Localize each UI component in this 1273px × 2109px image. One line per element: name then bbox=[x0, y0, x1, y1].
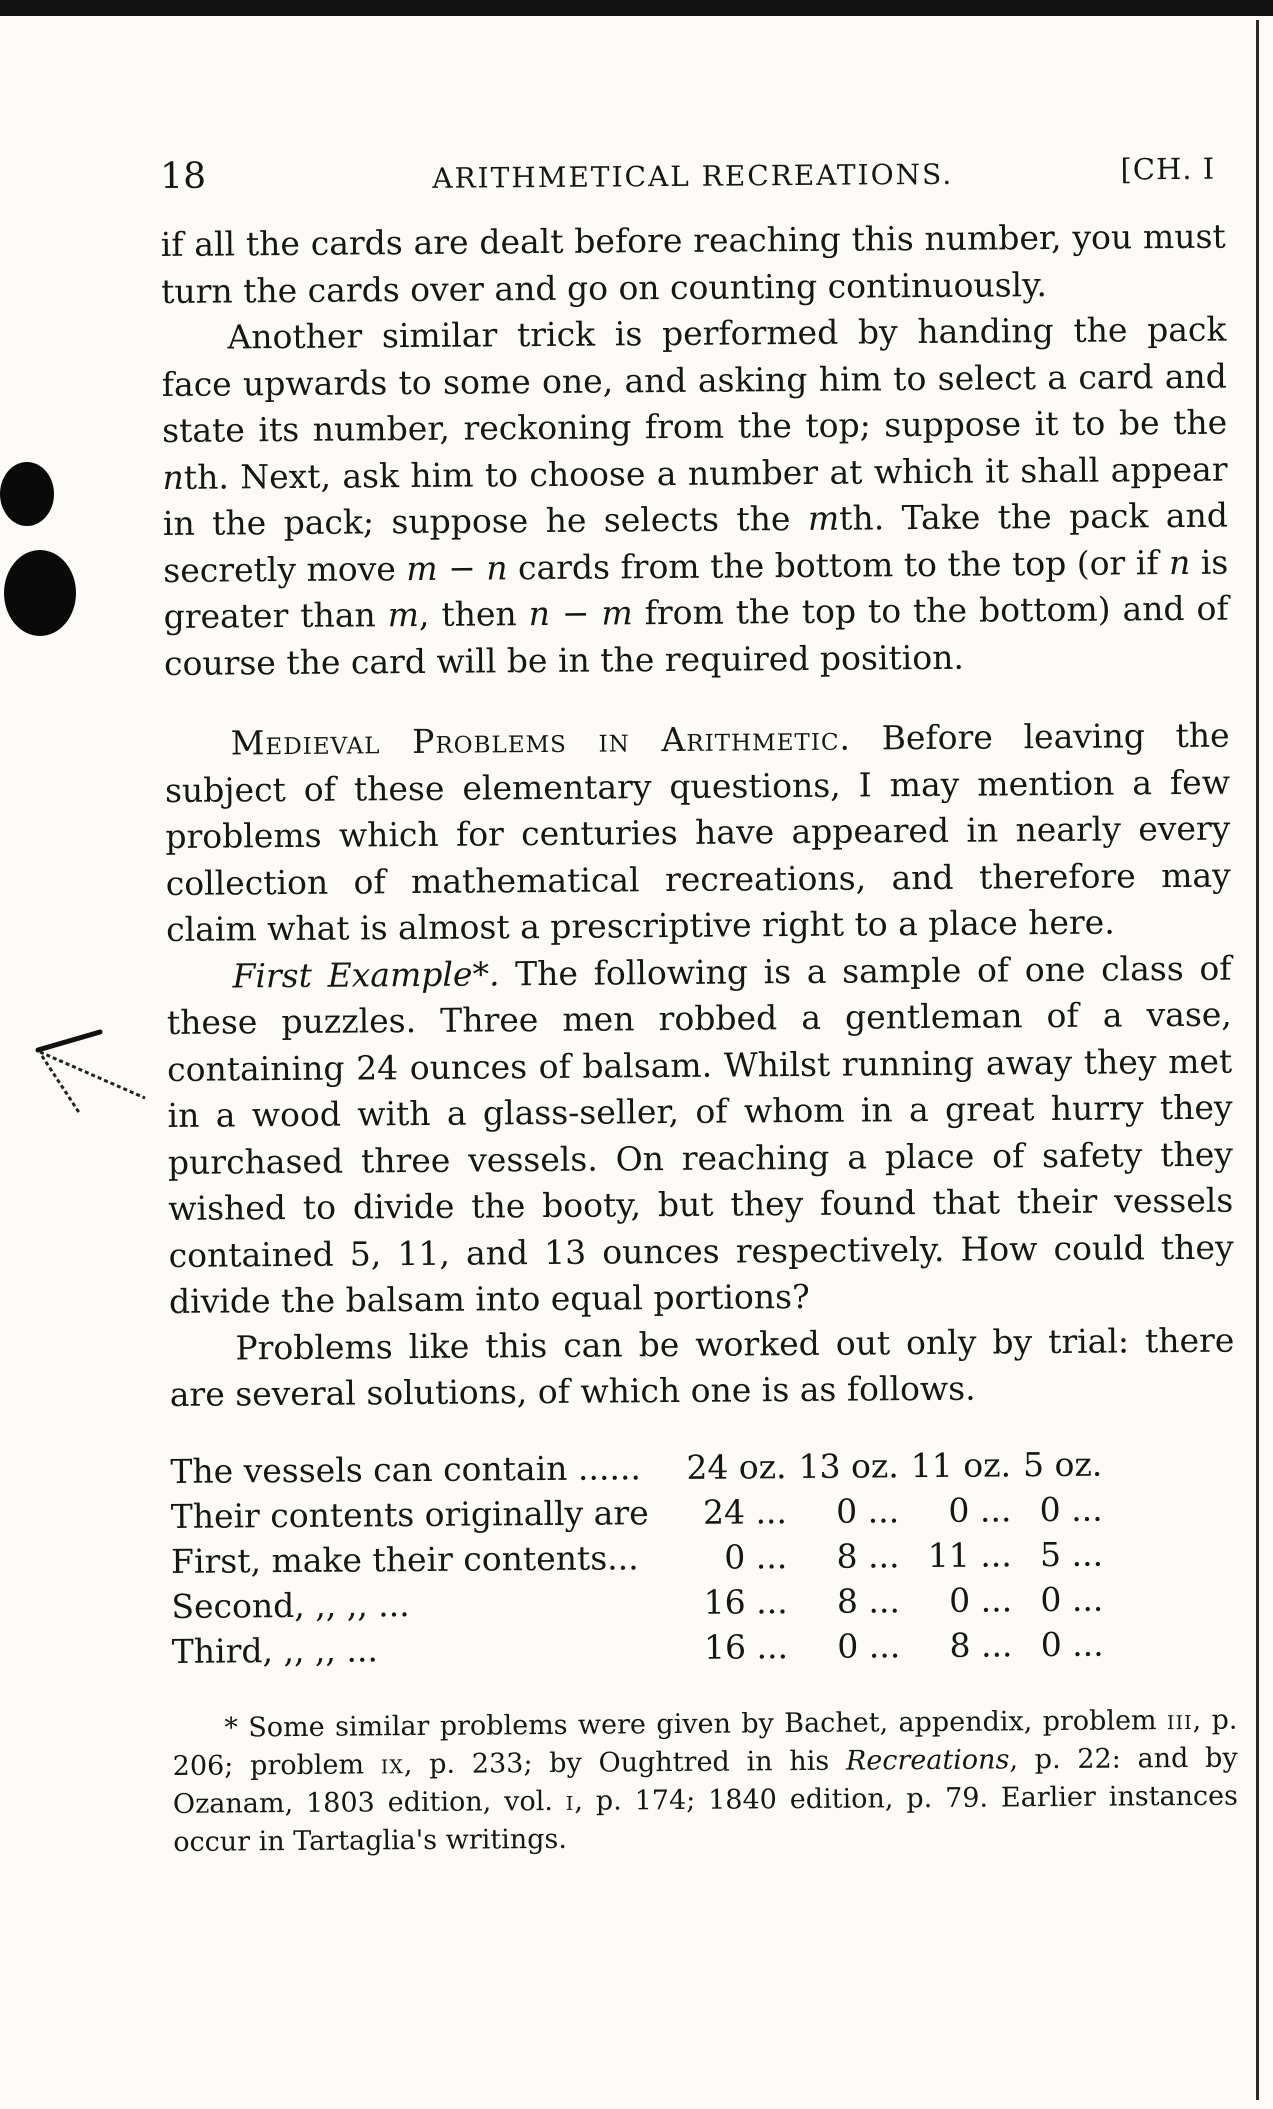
math-var: m bbox=[387, 594, 420, 635]
vessel-value: 8 ... bbox=[949, 1624, 1013, 1665]
vessel-value: 0 ... bbox=[948, 1579, 1013, 1620]
running-title: ARITHMETICAL RECREATIONS. bbox=[432, 157, 954, 195]
vessel-value: 11 oz. bbox=[910, 1444, 1012, 1485]
vessel-value: 24 ... bbox=[702, 1491, 788, 1532]
text-run: , p. 174; 1840 edition, p. 79. Earlier instances occur in Tartaglia's writings. bbox=[173, 1780, 1239, 1858]
vessel-value: 0 ... bbox=[836, 1490, 900, 1531]
paragraph-solutions-intro: Problems like this can be worked out only by trial: there are several solutions, of which one is as follows. bbox=[169, 1320, 1235, 1414]
text-run: * Some similar problems were given by Bachet, appendix, problem bbox=[224, 1704, 1168, 1744]
text-run: from the top to the bottom) and of course the card will be in the required position. bbox=[163, 588, 1229, 683]
vessel-value: 0 ... bbox=[1040, 1624, 1104, 1664]
math-var: n bbox=[1168, 542, 1191, 582]
text-run: , p. 22: and by Ozanam, 1803 edition, vol. bbox=[172, 1742, 1238, 1820]
vessel-solution-table bbox=[170, 1441, 1110, 1673]
text-run: , p. 233; by Oughtred in his bbox=[403, 1745, 847, 1780]
math-var: m bbox=[807, 498, 840, 538]
text-run: th. Next, ask him to choose a number at which it shall appear in the pack; suppose he selects the bbox=[162, 449, 1228, 543]
footnote bbox=[172, 1701, 1238, 1861]
table-row bbox=[171, 1531, 1109, 1583]
table-row bbox=[170, 1441, 1108, 1493]
table-row bbox=[172, 1621, 1110, 1673]
book-page bbox=[160, 142, 1238, 1862]
paragraph-medieval-problems bbox=[164, 713, 1231, 954]
chapter-marker: [CH. I bbox=[1120, 151, 1216, 187]
table-row bbox=[171, 1486, 1109, 1538]
section-heading: Medieval Problems in Arithmetic. bbox=[230, 718, 852, 763]
vessel-value: 0 ... bbox=[837, 1625, 901, 1666]
vessel-value: 16 ... bbox=[703, 1626, 789, 1667]
vessel-value: 13 oz. bbox=[798, 1445, 899, 1486]
math-expr: m − n bbox=[406, 547, 508, 588]
row-label: The vessels can contain ...... bbox=[170, 1447, 642, 1491]
row-label: First, make their contents... bbox=[170, 1537, 639, 1581]
vessel-value: 0 ... bbox=[724, 1536, 788, 1577]
roman-numeral: iii bbox=[1166, 1704, 1193, 1736]
vessel-value: 0 ... bbox=[948, 1489, 1012, 1530]
paragraph-card-trick-end: if all the cards are dealt before reaching this number, you must turn the cards over and go on counting continuously. bbox=[160, 216, 1226, 311]
text-run: , p. 206; problem bbox=[172, 1704, 1238, 1782]
hand-drawn-arrow-mark bbox=[30, 1028, 150, 1118]
vessel-value: 8 ... bbox=[836, 1535, 900, 1576]
table-row bbox=[171, 1576, 1109, 1628]
text-run: The following is a sample of one class of these puzzles. Three men robbed a gentleman of a vase, containing 24 ounces of balsam. Whilst running away they met in a wood with a glass-seller, of whom in a great hurry they purchased three vessels. On reaching a place of safety they wished to divide the booty, but they found that their vessels contained 5, 11, and 13 ounces respectively. How could they divide the balsam into equal portions? bbox=[166, 948, 1234, 1321]
text-run: cards from the bottom to the top (or if bbox=[507, 542, 1170, 587]
running-header bbox=[160, 142, 1226, 222]
example-label: First Example*. bbox=[232, 953, 500, 995]
row-label: Third, ,, ,, ... bbox=[171, 1629, 379, 1671]
scan-right-edge bbox=[1256, 20, 1259, 2100]
vessel-value: 0 ... bbox=[1039, 1489, 1103, 1529]
text-run: th. Take the pack and secretly move bbox=[163, 495, 1229, 590]
scan-top-border bbox=[0, 0, 1273, 16]
text-run: Before leaving the subject of these elementary questions, I may mention a few problems which for centuries have appeared in nearly every collection of mathematical recreations, and therefore may claim what is almost a prescriptive right to a place here. bbox=[164, 715, 1231, 949]
page-number: 18 bbox=[160, 155, 207, 197]
roman-numeral: ix bbox=[380, 1748, 404, 1780]
vessel-value: 8 ... bbox=[836, 1580, 901, 1621]
vessel-value: 5 oz. bbox=[1022, 1444, 1103, 1484]
text-run: is greater than bbox=[163, 542, 1229, 636]
vessel-value: 16 ... bbox=[703, 1581, 788, 1622]
text-run: Another similar trick is performed by handing the pack face upwards to some one, and asking him to select a card and state its number, reckoning from the top; suppose it to be the bbox=[161, 309, 1228, 450]
math-var: n bbox=[162, 457, 184, 497]
roman-numeral: i bbox=[565, 1785, 575, 1817]
row-label: Their contents originally are bbox=[170, 1492, 649, 1536]
book-title: Recreations bbox=[845, 1743, 1010, 1777]
row-label: Second, ,, ,, ... bbox=[171, 1584, 410, 1626]
vessel-value: 0 ... bbox=[1040, 1579, 1104, 1619]
footnote-text bbox=[172, 1701, 1238, 1861]
ink-blot-lower bbox=[4, 550, 76, 636]
math-expr: n − m bbox=[528, 593, 633, 634]
vessel-value: 24 oz. bbox=[686, 1446, 787, 1487]
vessel-value: 11 ... bbox=[927, 1534, 1012, 1575]
text-run: , then bbox=[418, 594, 529, 634]
ink-blot-upper bbox=[0, 462, 54, 526]
paragraph-similar-trick bbox=[161, 307, 1229, 687]
vessel-value: 5 ... bbox=[1039, 1534, 1104, 1574]
paragraph-first-example bbox=[166, 945, 1234, 1325]
